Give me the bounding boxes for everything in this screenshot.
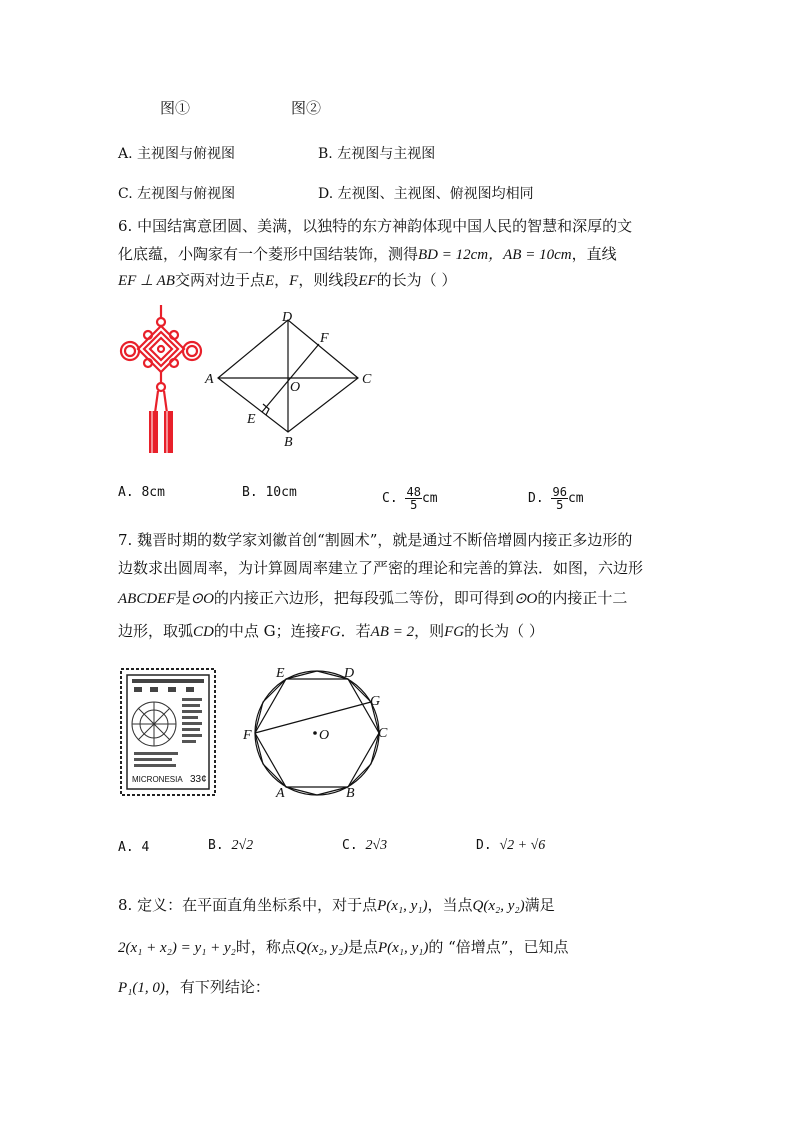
q6-text: ，则线段 bbox=[298, 271, 359, 289]
stamp-image bbox=[120, 668, 216, 796]
q8-line-2 bbox=[118, 937, 568, 958]
label-b: B bbox=[346, 786, 355, 801]
q6-option-a[interactable] bbox=[118, 485, 165, 500]
label-c: C bbox=[378, 726, 388, 741]
q6-line-1: 6. 中国结寓意团圆、美满，以独特的东方神韵体现中国人民的智慧和深厚的文 bbox=[118, 217, 633, 235]
label-d: D bbox=[344, 666, 355, 681]
option-value: 8cm bbox=[141, 485, 165, 500]
q7-text: ．若 bbox=[340, 622, 371, 640]
q8-line-1 bbox=[118, 895, 555, 916]
option-prefix: A. bbox=[118, 840, 134, 855]
segment-ef: EF bbox=[358, 273, 377, 289]
q6-line-2 bbox=[118, 244, 617, 265]
option-prefix: B. bbox=[242, 485, 258, 500]
option-prefix: C. bbox=[342, 838, 358, 853]
point-p: P(x₁, y₁) bbox=[377, 940, 429, 956]
q8-text: 是点 bbox=[347, 938, 378, 956]
q7-text: ，则 bbox=[414, 622, 445, 640]
q7-option-b[interactable] bbox=[208, 838, 253, 854]
q6-text: 化底蕴，小陶家有一个菱形中国结装饰，测得 bbox=[118, 245, 419, 263]
q6-text: 的长为（ ） bbox=[376, 271, 457, 289]
q8-text: 满足 bbox=[524, 896, 555, 914]
fraction bbox=[405, 486, 421, 511]
q7-text: 的长为（ ） bbox=[464, 622, 544, 640]
denominator: 5 bbox=[410, 498, 418, 512]
point-p: P(x₁, y₁) bbox=[377, 898, 428, 914]
q6-perp: EF ⊥ AB bbox=[118, 273, 175, 289]
q5-option-b[interactable]: B. 左视图与主视图 bbox=[318, 146, 436, 162]
label-c: C bbox=[362, 372, 372, 387]
label-o: O bbox=[290, 380, 301, 395]
ab-equation: AB = 2 bbox=[370, 624, 415, 640]
q5-option-d[interactable]: D. 左视图、主视图、俯视图均相同 bbox=[318, 186, 534, 202]
q7-text: 的内接正十二 bbox=[537, 589, 628, 607]
q5-option-c[interactable]: C. 左视图与俯视图 bbox=[118, 186, 236, 202]
label-d: D bbox=[282, 310, 293, 325]
point-q: Q(x₂, y₂) bbox=[472, 898, 525, 914]
label-f: F bbox=[320, 331, 329, 346]
q7-text: 是 bbox=[175, 589, 191, 607]
unit: cm bbox=[567, 491, 584, 506]
circle-o: ⊙O bbox=[513, 591, 538, 607]
segment-fg: FG bbox=[444, 624, 465, 640]
unit: cm bbox=[421, 491, 438, 506]
stamp-price: 33¢ bbox=[190, 774, 207, 785]
q6-option-d[interactable] bbox=[528, 475, 584, 511]
point-q: Q(x₂, y₂) bbox=[295, 940, 348, 956]
q7-line-4 bbox=[118, 621, 544, 642]
label-b: B bbox=[284, 435, 293, 450]
q8-text: 的 “倍增点”，已知点 bbox=[428, 938, 569, 956]
numerator: 96 bbox=[552, 485, 567, 499]
q6-line-3 bbox=[118, 270, 456, 291]
numerator: 48 bbox=[406, 485, 421, 499]
option-prefix: D. bbox=[476, 838, 492, 853]
option-prefix: D. bbox=[528, 491, 544, 506]
q7-option-c[interactable] bbox=[342, 838, 387, 854]
fraction bbox=[551, 486, 567, 511]
point-p1: P₁(1, 0) bbox=[118, 980, 165, 996]
point-e: E bbox=[264, 273, 275, 289]
option-prefix: A. bbox=[118, 485, 134, 500]
label-g: G bbox=[370, 694, 381, 709]
hexagon-circle-figure bbox=[240, 665, 400, 805]
label-e: E bbox=[247, 412, 256, 427]
q7-line-1: 7. 魏晋时期的数学家刘徽首创“割圆术”，就是通过不断倍增圆内接正多边形的 bbox=[118, 531, 633, 549]
q8-text: 8. 定义：在平面直角坐标系中，对于点 bbox=[118, 896, 378, 914]
q7-text: 的内接正六边形，把每段弧二等份，即可得到 bbox=[213, 589, 514, 607]
q8-text: ，有下列结论： bbox=[164, 978, 270, 996]
label-o: O bbox=[319, 728, 330, 743]
label-a: A bbox=[276, 786, 285, 801]
condition: 2(x₁ + x₂) = y₁ + y₂ bbox=[118, 940, 236, 956]
fig-label-2: 图② bbox=[291, 99, 322, 117]
option-prefix: B. bbox=[208, 838, 224, 853]
option-prefix: C. bbox=[382, 491, 398, 506]
q6-option-c[interactable] bbox=[382, 475, 438, 511]
q8-text: ，当点 bbox=[427, 896, 473, 914]
q7-line-3 bbox=[118, 588, 627, 609]
q7-option-a[interactable] bbox=[118, 840, 149, 855]
q7-text: 的中点 G；连接 bbox=[213, 622, 321, 640]
label-f: F bbox=[243, 728, 252, 743]
q8-text: 时，称点 bbox=[235, 938, 296, 956]
q6-option-b[interactable] bbox=[242, 485, 297, 500]
circle-o: ⊙O bbox=[190, 591, 214, 607]
label-a: A bbox=[205, 372, 214, 387]
denominator: 5 bbox=[556, 498, 564, 512]
label-e: E bbox=[276, 666, 285, 681]
hexagon-name: ABCDEF bbox=[118, 591, 176, 607]
option-value: 4 bbox=[141, 840, 150, 855]
stamp-country: MICRONESIA bbox=[132, 775, 183, 784]
separator: ， bbox=[274, 271, 290, 289]
q6-measure: BD = 12cm，AB = 10cm bbox=[418, 247, 572, 263]
option-value: 2√3 bbox=[365, 838, 388, 853]
fig-label-1: 图① bbox=[160, 99, 191, 117]
q6-text: 交两对边于点 bbox=[174, 271, 265, 289]
option-value: 2√2 bbox=[231, 838, 254, 853]
chinese-knot-image bbox=[118, 305, 204, 455]
q6-text: ，直线 bbox=[571, 245, 617, 263]
option-value: √2 + √6 bbox=[499, 838, 546, 853]
option-value: 10cm bbox=[265, 485, 297, 500]
segment-fg: FG bbox=[320, 624, 341, 640]
q7-option-d[interactable] bbox=[476, 838, 545, 854]
point-f: F bbox=[289, 273, 299, 289]
q8-line-3 bbox=[118, 977, 270, 998]
q7-text: 边形，取弧 bbox=[118, 622, 194, 640]
arc-cd: CD bbox=[193, 624, 214, 640]
q5-option-a[interactable]: A. 主视图与俯视图 bbox=[118, 146, 236, 162]
rhombus-figure bbox=[200, 305, 390, 455]
q7-line-2: 边数求出圆周率，为计算圆周率建立了严密的理论和完善的算法．如图，六边形 bbox=[118, 559, 644, 577]
